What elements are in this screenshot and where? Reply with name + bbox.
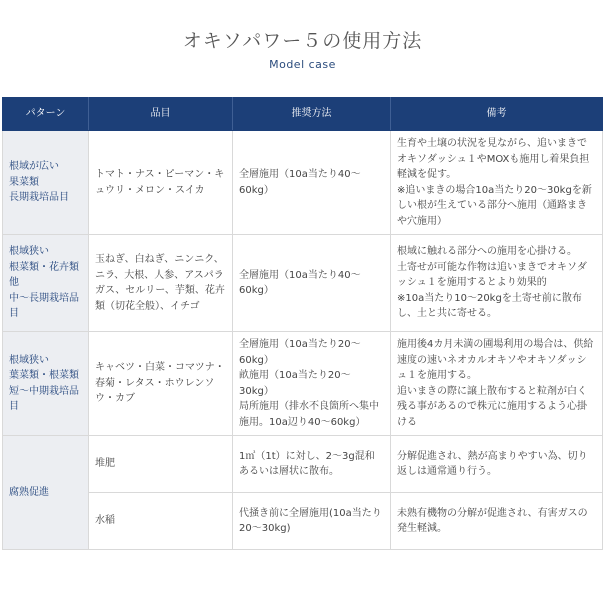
item-cell: 水稲 [89, 493, 233, 550]
item-cell: 堆肥 [89, 436, 233, 493]
note-cell: 分解促進され、熱が高まりやすい為、切り返しは通常通り行う。 [391, 436, 603, 493]
table-header-row [3, 98, 603, 131]
page-title: オキソパワー５の使用方法 [182, 30, 423, 52]
pattern-cell: 根域狭い 葉菜類・根菜類 短～中期栽培品目 [3, 332, 89, 436]
header-pattern: パターン [3, 98, 89, 131]
table-row [3, 332, 603, 436]
note-cell: 未熟有機物の分解が促進され、有害ガスの発生軽減。 [391, 493, 603, 550]
method-cell: 代掻き前に全層施用(10a当たり20～30kg) [233, 493, 391, 550]
note-cell: 生育や土壌の状況を見ながら、追いまきでオキソダッシュ１やMOXも施用し着果負担軽減を促す。 ※追いまきの場合10a当たり20～30kgを新しい根が生えている部分へ施用（通路まきや穴施用） [391, 131, 603, 235]
table-row [3, 131, 603, 235]
pattern-cell: 根域が広い 果菜類 長期栽培品目 [3, 131, 89, 235]
table-row [3, 235, 603, 332]
note-cell: 根域に触れる部分への施用を心掛ける。 土寄せが可能な作物は追いまきでオキソダッシュ１を施用するとより効果的 ※10a当たり10～20kgを土寄せ前に散布し、土と共に寄せる。 [391, 235, 603, 332]
item-cell: キャベツ・白菜・コマツナ・春菊・レタス・ホウレンソウ・カブ [89, 332, 233, 436]
table-row [3, 436, 603, 493]
method-cell: 全層施用（10a当たり20～60kg） 畝施用（10a当たり20～30kg） 局所施用（排水不良箇所へ集中施用。10a辺り40～60kg） [233, 332, 391, 436]
note-cell: 施用後4カ月未満の圃場利用の場合は、供給速度の速いネオカルオキソやオキソダッシュ１を施用する。 追いまきの際に譲上散布すると粒剤が白く残る事があるので株元に施用するよう心掛ける [391, 332, 603, 436]
page-subtitle: Model case [269, 58, 336, 71]
item-cell: トマト・ナス・ピーマン・キュウリ・メロン・スイカ [89, 131, 233, 235]
pattern-cell: 腐熟促進 [3, 436, 89, 550]
method-cell: 1㎥（1t）に対し、2～3g混和あるいは層状に散布。 [233, 436, 391, 493]
header-method: 推奨方法 [233, 98, 391, 131]
table-row [3, 493, 603, 550]
usage-table [2, 97, 603, 550]
header-item: 品目 [89, 98, 233, 131]
header-note: 備考 [391, 98, 603, 131]
item-cell: 玉ねぎ、白ねぎ、ニンニク、ニラ、大根、人参、アスパラガス、セルリー、芋類、花卉類（切花全般）、イチゴ [89, 235, 233, 332]
method-cell: 全層施用（10a当たり40～60kg） [233, 235, 391, 332]
method-cell: 全層施用（10a当たり40～60kg） [233, 131, 391, 235]
pattern-cell: 根域狭い 根菜類・花卉類他 中～長期栽培品目 [3, 235, 89, 332]
